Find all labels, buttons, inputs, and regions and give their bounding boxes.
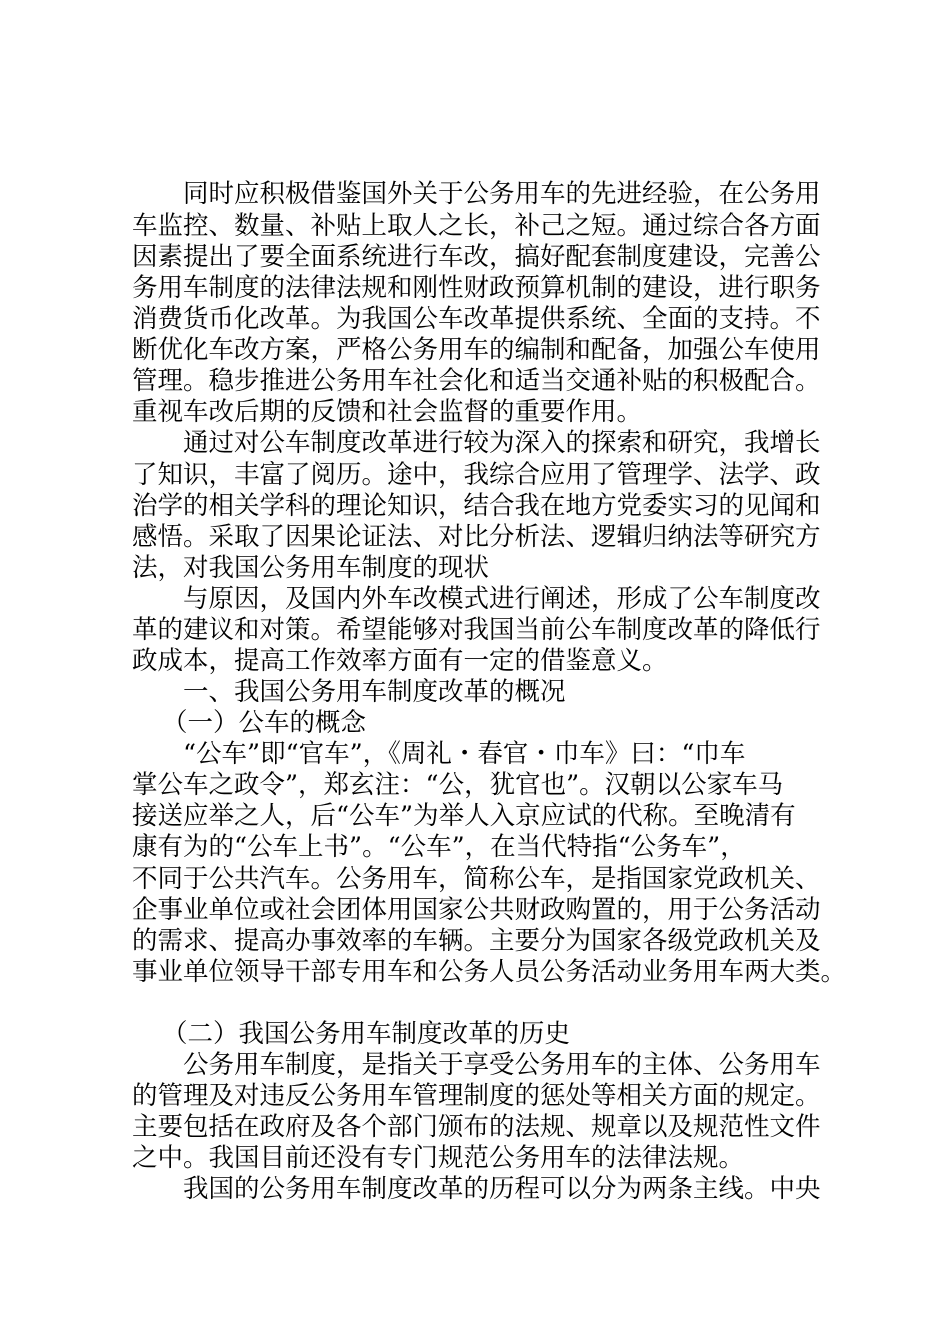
paragraph-line: 通过对公车制度改革进行较为深入的探索和研究，我增长 bbox=[183, 428, 821, 458]
paragraph-line: 之中。我国目前还没有专门规范公务用车的法律法规。 bbox=[132, 1143, 745, 1173]
paragraph-line: 断优化车改方案，严格公务用车的编制和配备，加强公车使用 bbox=[132, 335, 821, 365]
paragraph-line: 车监控、数量、补贴上取人之长，补己之短。通过综合各方面 bbox=[132, 211, 821, 241]
paragraph-line: 同时应积极借鉴国外关于公务用车的先进经验，在公务用 bbox=[183, 179, 821, 209]
paragraph-line: “公车”即“官车”，《周礼・春官・巾车》曰：“巾车 bbox=[183, 739, 746, 769]
paragraph-line: 不同于公共汽车。公务用车，简称公车，是指国家党政机关、 bbox=[132, 864, 821, 894]
paragraph-line: 治学的相关学科的理论知识，结合我在地方党委实习的见闻和 bbox=[132, 491, 821, 521]
paragraph-line: 管理。稳步推进公务用车社会化和适当交通补贴的积极配合。 bbox=[132, 366, 821, 396]
paragraph-line: 政成本，提高工作效率方面有一定的借鉴意义。 bbox=[132, 646, 668, 676]
paragraph-line: 革的建议和对策。希望能够对我国当前公车制度改革的降低行 bbox=[132, 615, 821, 645]
paragraph-line: 因素提出了要全面系统进行车改，搞好配套制度建设，完善公 bbox=[132, 242, 821, 272]
paragraph-line: 务用车制度的法律法规和刚性财政预算机制的建设，进行职务 bbox=[132, 273, 821, 303]
paragraph-line: 公务用车制度，是指关于享受公务用车的主体、公务用车 bbox=[183, 1050, 821, 1080]
paragraph-line: 感悟。采取了因果论证法、对比分析法、逻辑归纳法等研究方 bbox=[132, 522, 821, 552]
subsection-heading: （一）公车的概念 bbox=[162, 708, 367, 738]
paragraph-line: 主要包括在政府及各个部门颁布的法规、规章以及规范性文件 bbox=[132, 1112, 821, 1142]
paragraph-line: 的管理及对违反公务用车管理制度的惩处等相关方面的规定。 bbox=[132, 1081, 821, 1111]
paragraph-line: 重视车改后期的反馈和社会监督的重要作用。 bbox=[132, 397, 643, 427]
paragraph-line: 了知识，丰富了阅历。途中，我综合应用了管理学、法学、政 bbox=[132, 460, 821, 490]
subsection-heading: （二）我国公务用车制度改革的历史 bbox=[162, 1019, 571, 1049]
paragraph-line: 企事业单位或社会团体用国家公共财政购置的，用于公务活动 bbox=[132, 895, 821, 925]
paragraph-line: 消费货币化改革。为我国公车改革提供系统、全面的支持。不 bbox=[132, 304, 821, 334]
paragraph-line: 事业单位领导干部专用车和公务人员公务活动业务用车两大类。 bbox=[132, 957, 847, 987]
paragraph-line: 法，对我国公务用车制度的现状 bbox=[132, 553, 490, 583]
paragraph-line: 与原因，及国内外车改模式进行阐述，形成了公车制度改 bbox=[183, 584, 821, 614]
paragraph-line: 掌公车之政令”，郑玄注：“公，犹官也”。汉朝以公家车马 bbox=[132, 770, 784, 800]
paragraph-line: 的需求、提高办事效率的车辆。主要分为国家各级党政机关及 bbox=[132, 926, 821, 956]
paragraph-line: 接送应举之人，后“公车”为举人入京应试的代称。至晚清有 bbox=[132, 801, 796, 831]
paragraph-line: 康有为的“公车上书”。“公车”，在当代特指“公务车”， bbox=[132, 832, 746, 862]
paragraph-line: 我国的公务用车制度改革的历程可以分为两条主线。中央 bbox=[183, 1174, 821, 1204]
section-heading: 一、我国公务用车制度改革的概况 bbox=[183, 677, 566, 707]
